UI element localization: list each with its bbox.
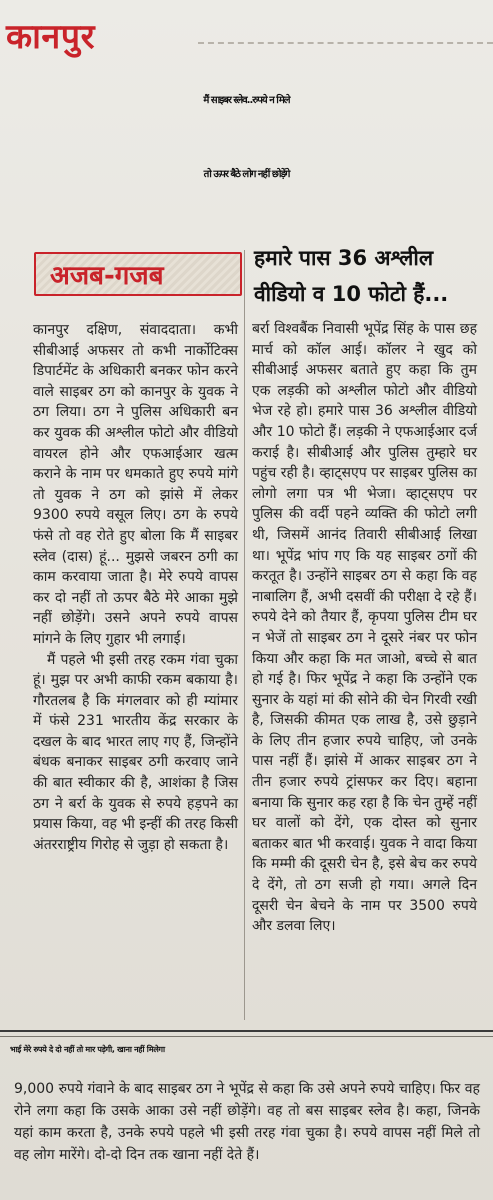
left-paragraph-1: कानपुर दक्षिण, संवाददाता। कभी सीबीआई अफसर तो कभी नार्कोटिक्स डिपार्टमेंट के अधिकारी बनकर फोन करने वाले साइबर ठग को कानपुर के युवक ने ठग लिया। ठग ने पुलिस अधिकारी बन कर युवक की अश्लील फोटो और वीडियो वायरल होने और एफआईआर खत्म कराने के नाम पर धमकाते हुए रुपये मांगे तो युवक ने ठग को झांसे में लेकर 9300 रुपये वसूल लिए। ठग के रुपये फंसे तो वह रोते हुए बोला कि मैं साइबर स्लेव (दास) हूं... मुझसे जबरन ठगी का काम करवाया जाता है। मेरे रुपये वापस कर दो नहीं तो ऊपर बैठे मेरे आका मुझे नहीं छोड़ेंगे। उसने अपने रुपये वापस मांगने के लिए गुहार भी लगाई। [33, 322, 238, 647]
right-paragraph-1: बर्रा विश्वबैंक निवासी भूपेंद्र सिंह के पास छह मार्च को कॉल आई। कॉलर ने खुद को सीबीआई अफसर बताते हुए कहा कि तुम एक लड़की को अश्लील फोटो और वीडियो भेज रहे हो। हमारे पास 36 अश्लील वीडियो और 10 फोटो हैं। लड़की ने एफआईआर दर्ज कराई है। सीबीआई और पुलिस तुम्हारे घर पहुंच रही है। व्हाट्सएप पर साइबर पुलिस का लोगो लगा पत्र भी भेजा। व्हाट्सएप पर पुलिस की वर्दी पहने व्यक्ति की फोटो लगी थी, जिसमें आनंद तिवारी सीबीआई लिखा था। भूपेंद्र भांप गए कि यह साइबर ठगों की करतूत है। उन्होंने साइबर ठग से कहा कि वह नाबालिग हैं, अभी दसवीं की परीक्षा दे रहे हैं। रुपये देने को तैयार हैं, कृपया पुलिस टीम घर न भेजें तो साइबर ठग ने दूसरे नंबर पर फोन किया और कहा कि मत जाओ, बच्चे से बात हो गई है। फिर भूपेंद्र ने कहा कि उन्होंने एक सुनार के यहां मां की सोने की चेन गिरवी रखी है, जिसकी कीमत एक लाख है, उसे छुड़ाने के लिए तीन हजार रुपये चाहिए, जो उनके पास नहीं हैं। झांसे में आकर साइबर ठग ने तीन हजार रुपये ट्रांसफर कर दिए। बहाना बनाया कि सुनार कह रहा है कि चेन तुम्हें नहीं घर वालों को देंगे, एक दोस्त को सुनार बताकर बात भी करवाई। युवक ने वादा किया कि मम्मी की दूसरी चेन है, इसे बेच कर रुपये दे देंगे, तो ठग सजी हो गया। अगले दिन दूसरी चेन बेचने के नाम पर 3500 रुपये और डलवा लिए। [252, 321, 477, 935]
left-paragraph-2: मैं पहले भी इसी तरह रकम गंवा चुका हूं। मुझ पर अभी काफी रकम बकाया है। गौरतलब है कि मंगलवार को ही म्यांमार में फंसे 231 भारतीय केंद्र सरकार के दखल के बाद भारत लाए गए हैं, जिन्होंने बंधक बनाकर साइबर ठगी करवाए जाने की बात स्वीकार की है, आशंका है जिस ठग ने बर्रा के युवक से रुपये हड़पने का प्रयास किया, वह भी इन्हीं की तरह किसी अंतरराष्ट्रीय गिरोह से जुड़ा हो सकता है। [33, 651, 238, 853]
bottom-headline: भाई मेरे रुपये दे दो नहीं तो मार पड़ेगी, खाना नहीं मिलेगा [10, 1045, 165, 1054]
column-divider [244, 250, 245, 1020]
bottom-paragraph: 9,000 रुपये गंवाने के बाद साइबर ठग ने भूपेंद्र से कहा कि उसे अपने रुपये चाहिए। फिर वह रोने लगा कहा कि उसके आका उसे नहीं छोड़ेंगे। वह तो बस साइबर स्लेव है। कहा, जिनके यहां काम करता है, उनके रुपये पहले भी इसी तरह गंवा चुका है। रुपये वापस नहीं मिले तो वह लोग मारेंगे। दो-दो दिन तक खाना नहीं देते हैं। [14, 1081, 480, 1163]
subheadline-line-2: वीडियो व 10 फोटो हैं... [254, 282, 449, 306]
section-tag-label: अजब-गजब [50, 261, 164, 291]
headline-line-1: मैं साइबर स्लेव..रुपये न मिले [203, 95, 290, 106]
bottom-text [14, 1078, 480, 1166]
left-column [33, 320, 238, 855]
bottom-section-rule-thin [0, 1036, 493, 1037]
right-column [252, 319, 477, 937]
bottom-section-rule [0, 1030, 493, 1032]
subheadline-line-1: हमारे पास 36 अश्लील [254, 246, 434, 270]
header-rule [198, 42, 493, 44]
section-tag [34, 252, 242, 296]
city-header [0, 6, 190, 58]
city-name: कानपुर [6, 17, 96, 57]
headline-line-2: तो ऊपर बैठे लोग नहीं छोड़ेंगे [203, 169, 290, 180]
